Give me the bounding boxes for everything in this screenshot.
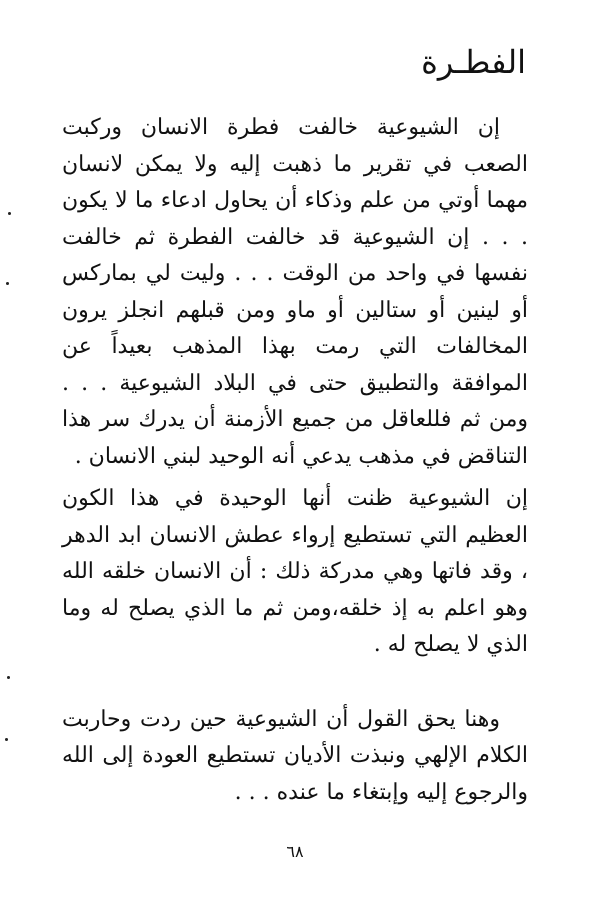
paragraph-1 <box>62 110 528 475</box>
paragraph-3 <box>62 702 528 812</box>
paragraph-2-text: إن الشيوعية ظنت أنها الوحيدة في هذا الكون العظيم التي تستطيع إرواء عطش الانسان ابد الدهر ، وقد فاتها وهي مدركة ذلك : أن الانسان خلقه الله وهو اعلم به إذ خلقه،ومن ثم ما الذي يصلح له وما الذي لا يصلح له . <box>62 486 528 657</box>
page-number: ٦٨ <box>286 842 304 861</box>
paragraph-1-text: إن الشيوعية خالفت فطرة الانسان وركبت الصعب في تقرير ما ذهبت إليه ولا يمكن لانسان مهما أوتي من علم وذكاء أن يحاول ادعاء ما لا يكون . . . إن الشيوعية قد خالفت الفطرة ثم خالفت نفسها في واحد من الوقت . . . وليت لي بماركس أو لينين أو ستالين أو ماو ومن قبلهم انجلز يرون المخالفات التي رمت بهذا المذهب بعيداً عن الموافقة والتطبيق حتى في البلاد الشيوعية . . . ومن ثم فللعاقل من جميع الأزمنة أن يدرك سر هذا التناقض في مذهب يدعي أنه الوحيد لبني الانسان . <box>62 115 528 469</box>
paragraph-3-text: وهنا يحق القول أن الشيوعية حين ردت وحاربت الكلام الإلهي ونبذت الأديان تستطيع العودة إلى الله والرجوع إليه وإبتغاء ما عنده . . . <box>62 706 528 805</box>
page-header-title: الفطـرة <box>421 43 526 81</box>
margin-speck <box>6 282 9 285</box>
body-text <box>62 110 528 811</box>
paragraph-2 <box>62 481 528 664</box>
margin-speck <box>7 676 10 679</box>
margin-speck <box>8 212 11 215</box>
margin-speck <box>5 738 8 741</box>
